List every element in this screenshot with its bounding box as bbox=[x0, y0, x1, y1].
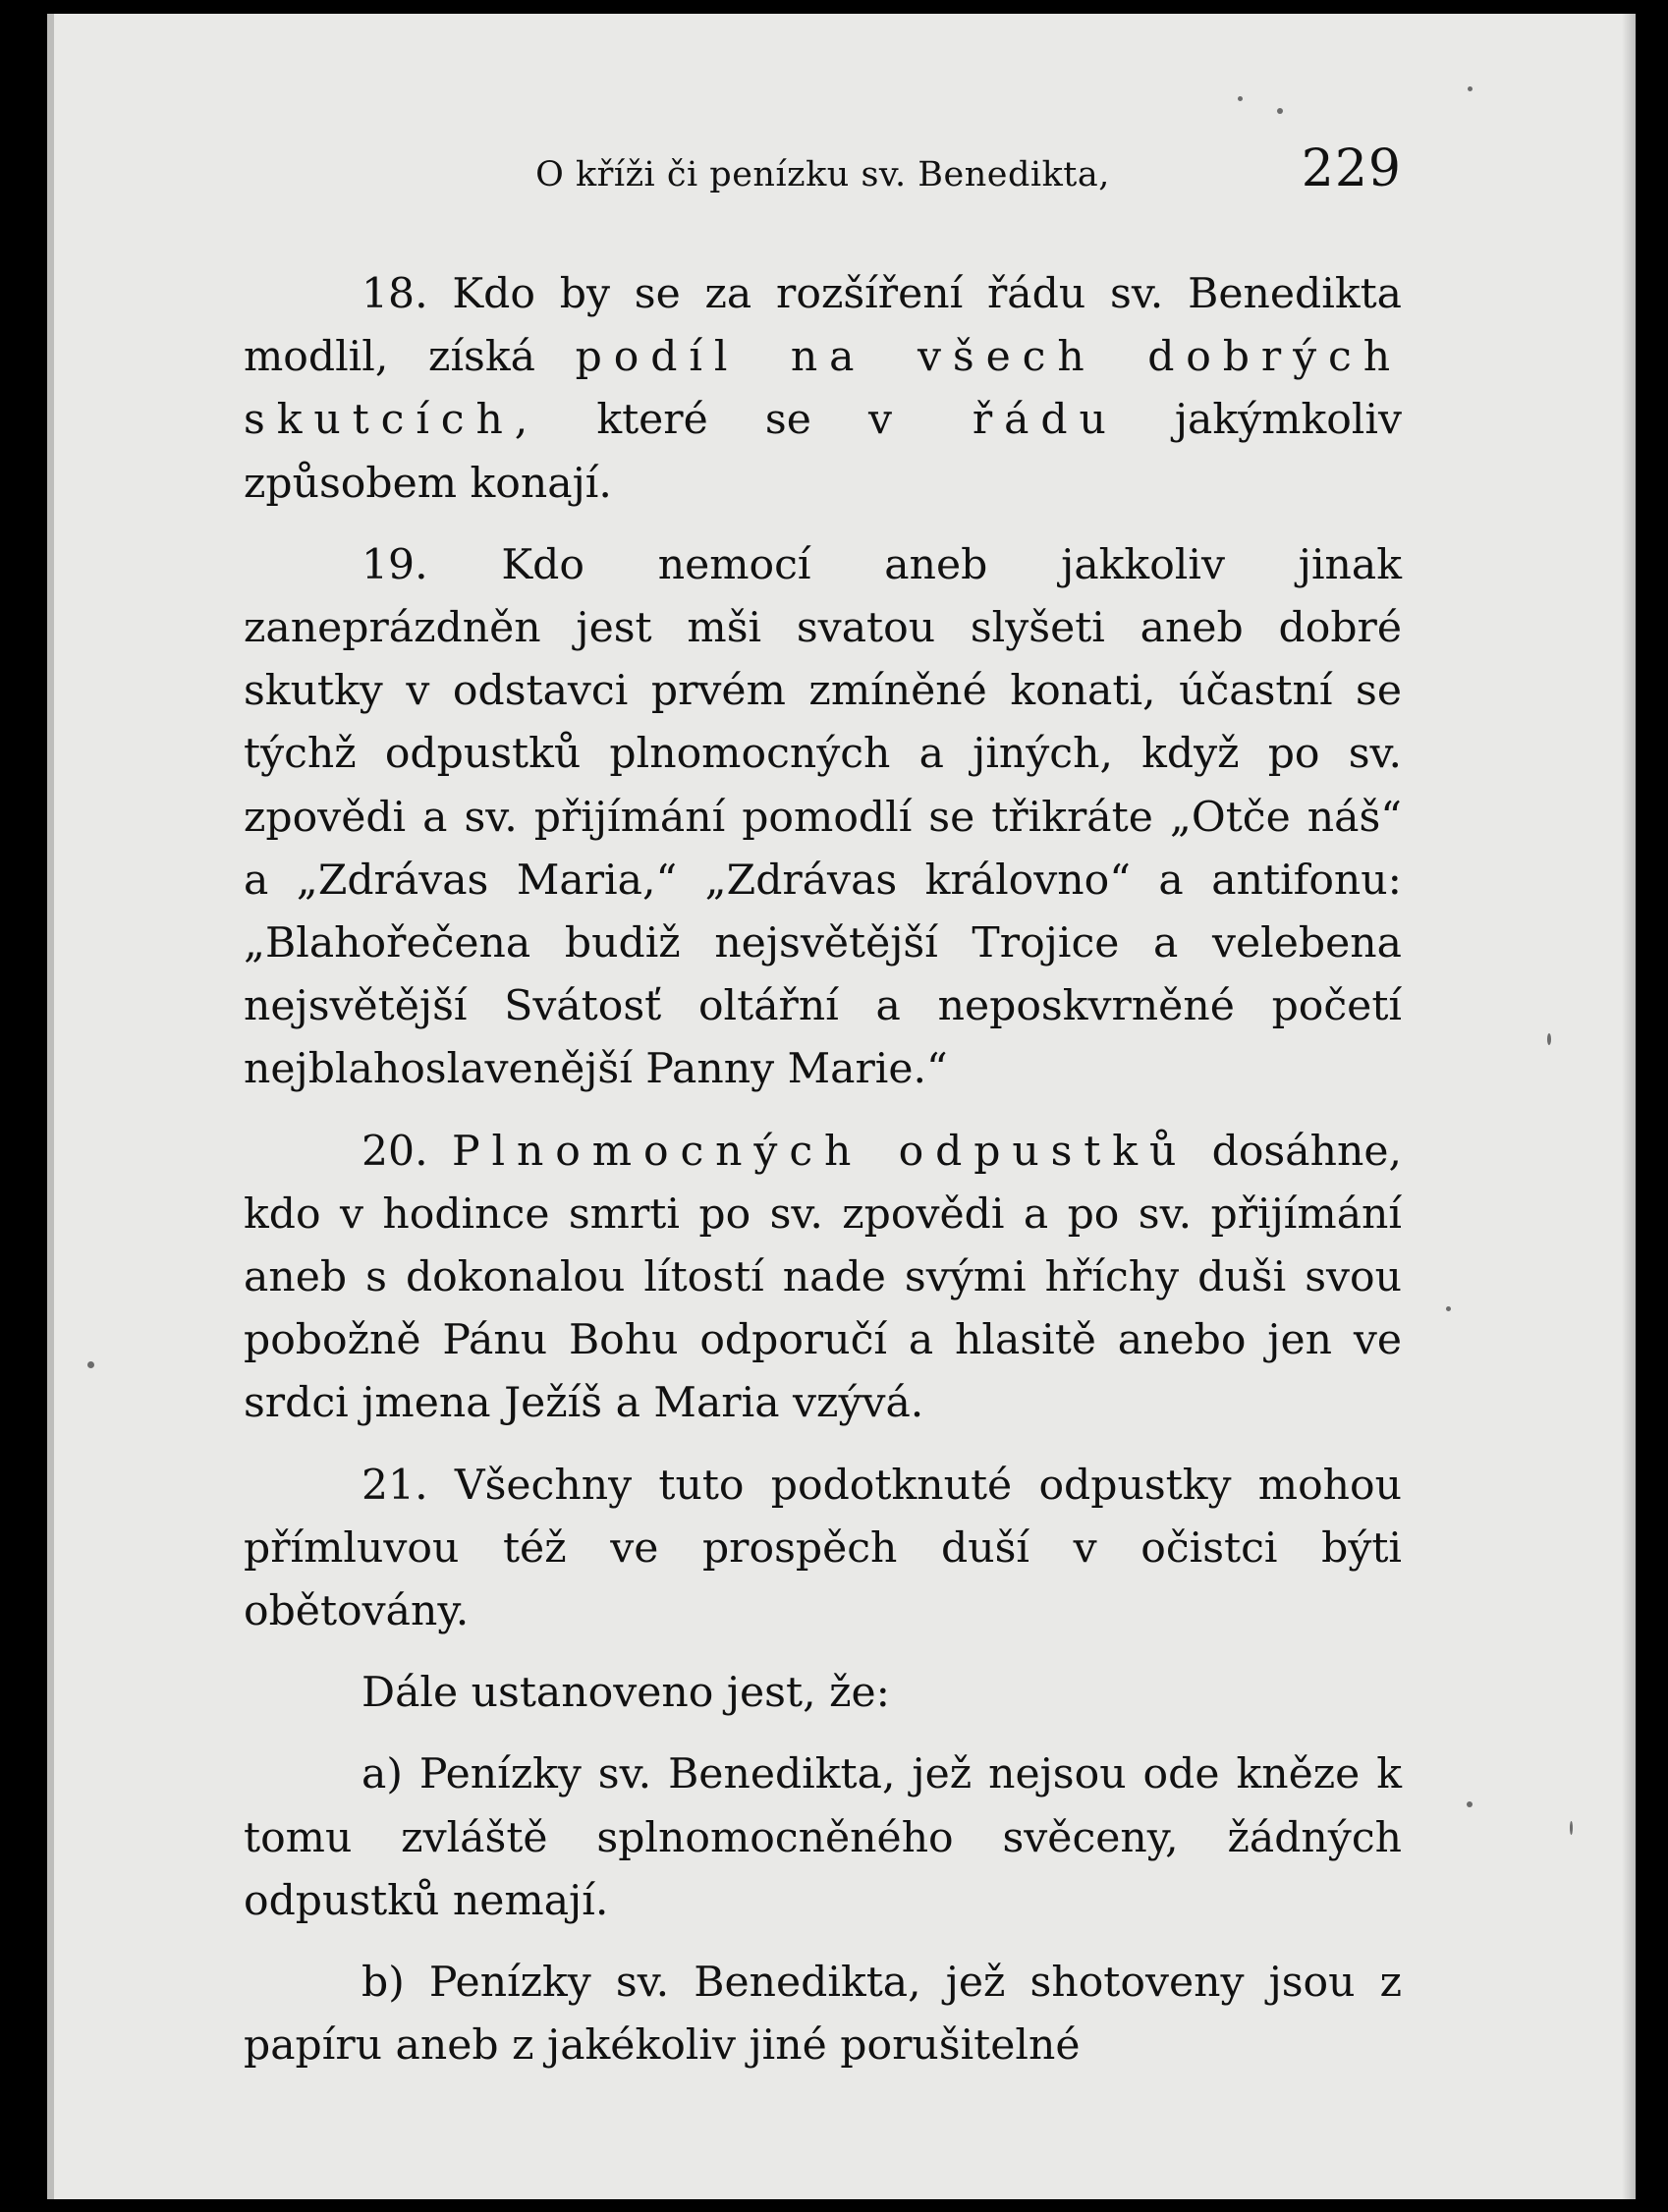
spaced-emphasis-text: Plnomocných odpustků bbox=[452, 1127, 1189, 1176]
paragraph-text: které se bbox=[539, 396, 868, 445]
paragraph bbox=[244, 1952, 1402, 2077]
paragraph-text: 21. Všechny tuto podotknuté odpustky mohou přímluvou též ve prospěch duší v očistci býti obětovány. bbox=[244, 1461, 1402, 1636]
paragraph bbox=[244, 1662, 1402, 1725]
paragraph bbox=[244, 1121, 1402, 1436]
paragraph-text: jakýmkoliv způsobem konají. bbox=[244, 396, 1402, 508]
paragraph-text: b) Penízky sv. Benedikta, jež shotoveny jsou z papíru aneb z jakékoliv jiné porušitelné bbox=[244, 1959, 1402, 2071]
scan-speck bbox=[1238, 96, 1243, 101]
scan-speck bbox=[1570, 1821, 1573, 1835]
paragraph-text: Dále ustanoveno jest, že: bbox=[361, 1669, 890, 1718]
paragraph bbox=[244, 263, 1402, 516]
page-header bbox=[244, 139, 1402, 218]
paragraph-text: a) Penízky sv. Benedikta, jež nejsou ode kněze k tomu zvláště splnomocněného svěceny, žádných odpustků nemají. bbox=[244, 1750, 1402, 1925]
running-title: O kříži či penízku sv. Benedikta, bbox=[535, 155, 1110, 194]
paragraph-text: 18. Kdo by se za rozšíření řádu sv. Benedikta modlil, získá bbox=[244, 270, 1402, 382]
body-text bbox=[244, 263, 1402, 2077]
spaced-emphasis-text: v řádu bbox=[867, 396, 1118, 445]
paragraph bbox=[244, 1455, 1402, 1644]
page-spine-edge bbox=[47, 14, 54, 2199]
scan-speck bbox=[87, 1361, 94, 1368]
book-page bbox=[47, 14, 1636, 2199]
scan-speck bbox=[1547, 1033, 1551, 1045]
scan-speck bbox=[1277, 108, 1283, 114]
page-edge-shadow bbox=[1622, 14, 1636, 2199]
spaced-emphasis-text: podíl na všech dobrých skutcích, bbox=[244, 333, 1402, 445]
paragraph-text: 19. Kdo nemocí aneb jakkoliv jinak zaneprázdněn jest mši svatou slyšeti aneb dobré skutky v odstavci prvém zmíněné konati, účastní se týchž odpustků plnomocných a jiných, když po sv. zpovědi a sv. přijímání pomodlí se třikráte „Otče náš“ a „Zdrávas Maria,“ „Zdrávas královno“ a antifonu: „Blahořečena budiž nejsvětější Trojice a velebena nejsvětější Svátosť oltářní a neposkvrněné početí nejblahoslavenější Panny Marie.“ bbox=[244, 540, 1402, 1094]
scan-speck bbox=[1468, 86, 1473, 91]
paragraph bbox=[244, 1743, 1402, 1933]
scan-speck bbox=[1467, 1801, 1473, 1807]
paragraph bbox=[244, 534, 1402, 1102]
paragraph-text: 20. bbox=[361, 1127, 453, 1176]
scan-speck bbox=[1446, 1306, 1451, 1311]
paragraph-text: dosáhne, kdo v hodince smrti po sv. zpovědi a po sv. přijímání aneb s dokonalou lítostí nade svými hříchy duši svou pobožně Pánu Bohu odporučí a hlasitě anebo jen ve srdci jmena Ježíš a Maria vzývá. bbox=[244, 1127, 1402, 1428]
page-number: 229 bbox=[1301, 139, 1402, 198]
